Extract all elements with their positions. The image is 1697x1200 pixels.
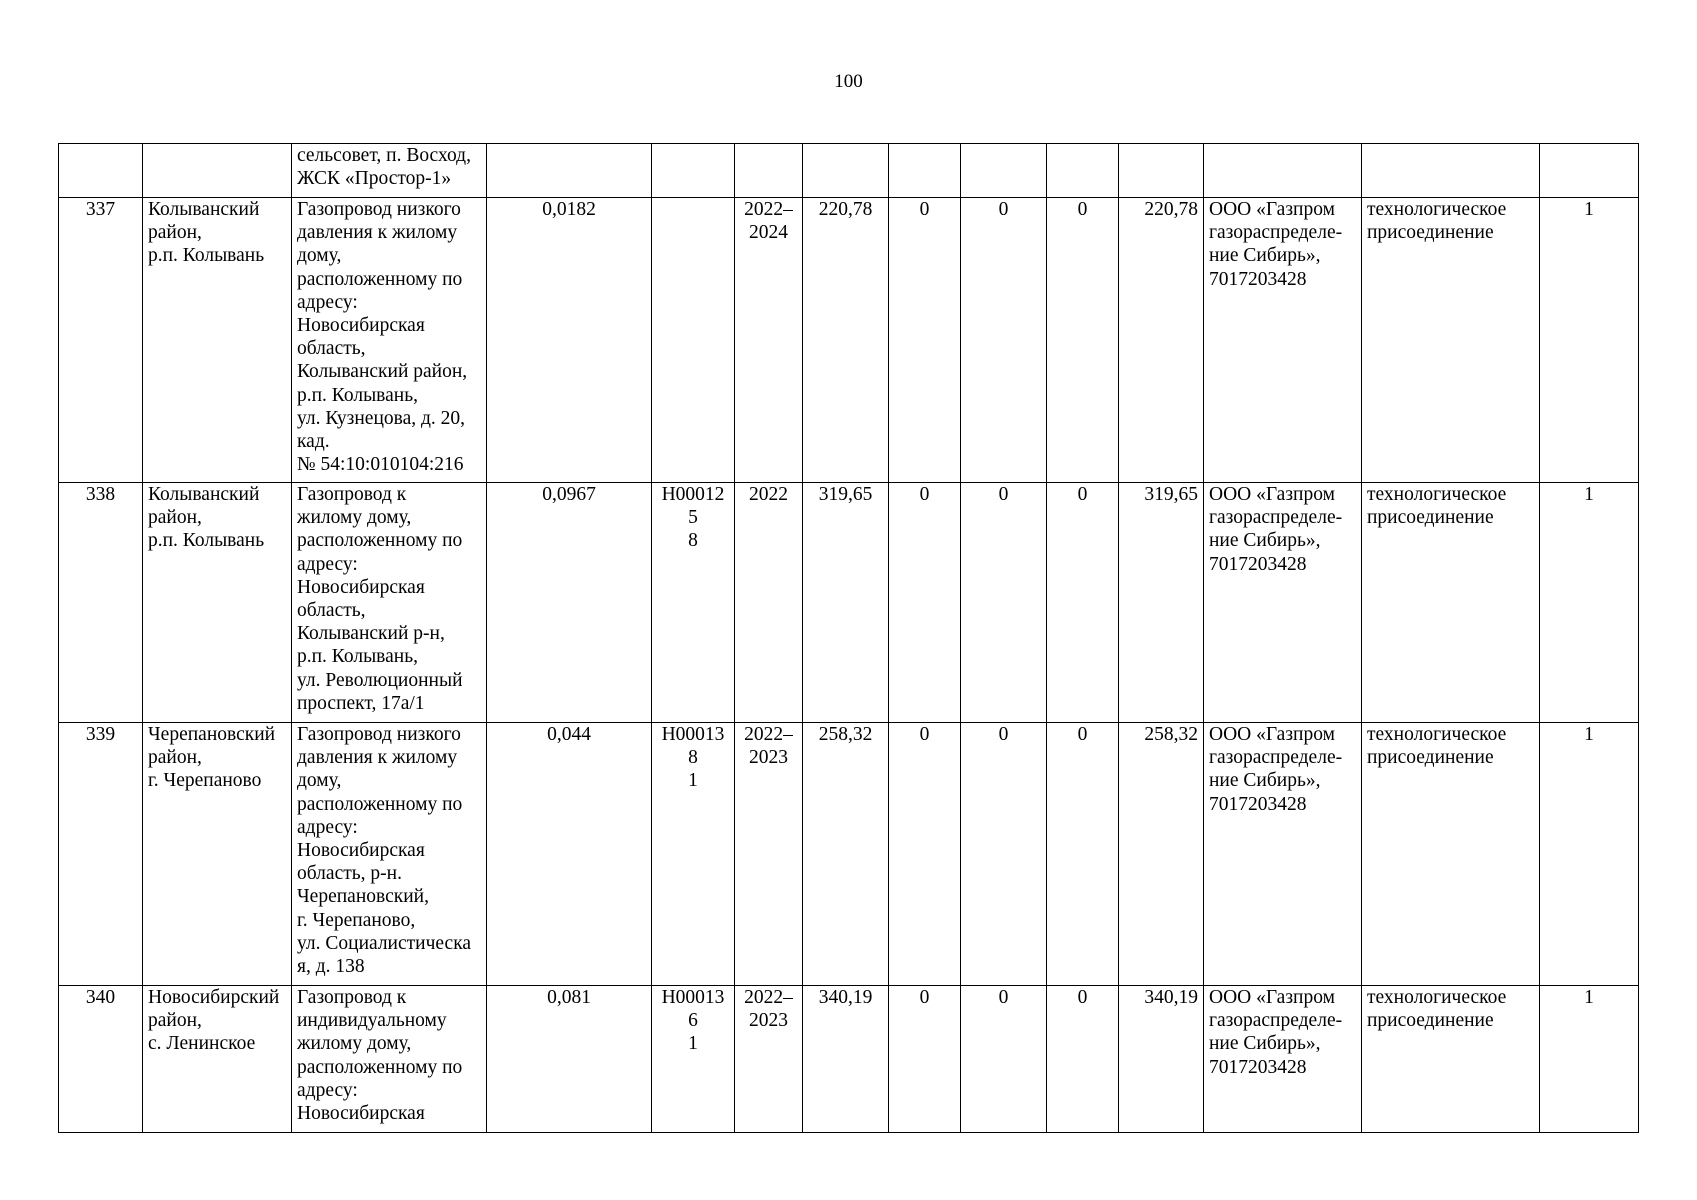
cell-capacity: 0,0967 <box>487 483 652 723</box>
cell-code <box>652 198 735 483</box>
cell-capacity: 0,081 <box>487 986 652 1133</box>
cell-count: 1 <box>1540 723 1639 986</box>
cell-org: ООО «Газпром газораспределе- ние Сибирь», 7017203428 <box>1204 986 1362 1133</box>
table-row <box>59 198 1639 483</box>
cell-location: Колыванский район, р.п. Колывань <box>143 483 292 723</box>
cell-num: 340 <box>59 986 143 1133</box>
cell-capacity: 0,0182 <box>487 198 652 483</box>
cell-object: Газопровод низкого давления к жилому дому, расположенному по адресу: Новосибирская область, р-н. Черепановский, г. Черепаново, ул. Социалистическа я, д. 138 <box>292 723 487 986</box>
cell-v4 <box>1119 144 1204 198</box>
cell-location <box>143 144 292 198</box>
cell-v3: 0 <box>1047 986 1119 1133</box>
cell-total <box>803 144 889 198</box>
cell-total: 340,19 <box>803 986 889 1133</box>
table-row <box>59 483 1639 723</box>
cell-org: ООО «Газпром газораспределе- ние Сибирь», 7017203428 <box>1204 198 1362 483</box>
cell-v4: 220,78 <box>1119 198 1204 483</box>
cell-location: Черепановский район, г. Черепаново <box>143 723 292 986</box>
data-table <box>58 143 1639 1133</box>
cell-period: 2022– 2024 <box>735 198 803 483</box>
cell-v2 <box>961 144 1047 198</box>
cell-v4: 340,19 <box>1119 986 1204 1133</box>
cell-location: Колыванский район, р.п. Колывань <box>143 198 292 483</box>
cell-total: 258,32 <box>803 723 889 986</box>
cell-v1: 0 <box>889 723 961 986</box>
cell-object: Газопровод к индивидуальному жилому дому, расположенному по адресу: Новосибирская <box>292 986 487 1133</box>
cell-v1: 0 <box>889 986 961 1133</box>
cell-location: Новосибирский район, с. Ленинское <box>143 986 292 1133</box>
cell-v3 <box>1047 144 1119 198</box>
cell-v1: 0 <box>889 483 961 723</box>
table-row <box>59 986 1639 1133</box>
cell-v3: 0 <box>1047 723 1119 986</box>
cell-v2: 0 <box>961 483 1047 723</box>
cell-count: 1 <box>1540 198 1639 483</box>
table-row-continuation <box>59 144 1639 198</box>
cell-num <box>59 144 143 198</box>
cell-total: 220,78 <box>803 198 889 483</box>
cell-count <box>1540 144 1639 198</box>
cell-v1: 0 <box>889 198 961 483</box>
cell-v2: 0 <box>961 723 1047 986</box>
cell-org: ООО «Газпром газораспределе- ние Сибирь», 7017203428 <box>1204 723 1362 986</box>
cell-count: 1 <box>1540 483 1639 723</box>
cell-total: 319,65 <box>803 483 889 723</box>
cell-v4: 319,65 <box>1119 483 1204 723</box>
page-number: 100 <box>834 71 863 92</box>
cell-period: 2022 <box>735 483 803 723</box>
cell-capacity: 0,044 <box>487 723 652 986</box>
cell-code: Н000125 8 <box>652 483 735 723</box>
cell-purpose <box>1362 144 1540 198</box>
cell-org <box>1204 144 1362 198</box>
cell-v4: 258,32 <box>1119 723 1204 986</box>
cell-v3: 0 <box>1047 483 1119 723</box>
cell-object: Газопровод низкого давления к жилому дому, расположенному по адресу: Новосибирская область, Колыванский район, р.п. Колывань, ул. Кузнецова, д. 20, кад. № 54:10:010104:216 <box>292 198 487 483</box>
cell-purpose: технологическое присоединение <box>1362 198 1540 483</box>
cell-code: Н000138 1 <box>652 723 735 986</box>
cell-period: 2022– 2023 <box>735 723 803 986</box>
cell-purpose: технологическое присоединение <box>1362 483 1540 723</box>
table-row <box>59 723 1639 986</box>
cell-code: Н000136 1 <box>652 986 735 1133</box>
cell-v2: 0 <box>961 198 1047 483</box>
cell-v2: 0 <box>961 986 1047 1133</box>
cell-object: сельсовет, п. Восход, ЖСК «Простор-1» <box>292 144 487 198</box>
cell-org: ООО «Газпром газораспределе- ние Сибирь», 7017203428 <box>1204 483 1362 723</box>
cell-code <box>652 144 735 198</box>
cell-count: 1 <box>1540 986 1639 1133</box>
cell-period <box>735 144 803 198</box>
cell-capacity <box>487 144 652 198</box>
cell-num: 337 <box>59 198 143 483</box>
cell-num: 338 <box>59 483 143 723</box>
cell-v3: 0 <box>1047 198 1119 483</box>
cell-num: 339 <box>59 723 143 986</box>
cell-period: 2022– 2023 <box>735 986 803 1133</box>
cell-object: Газопровод к жилому дому, расположенному по адресу: Новосибирская область, Колыванский р-н, р.п. Колывань, ул. Революционный проспект, 17а/1 <box>292 483 487 723</box>
cell-purpose: технологическое присоединение <box>1362 986 1540 1133</box>
cell-purpose: технологическое присоединение <box>1362 723 1540 986</box>
cell-v1 <box>889 144 961 198</box>
